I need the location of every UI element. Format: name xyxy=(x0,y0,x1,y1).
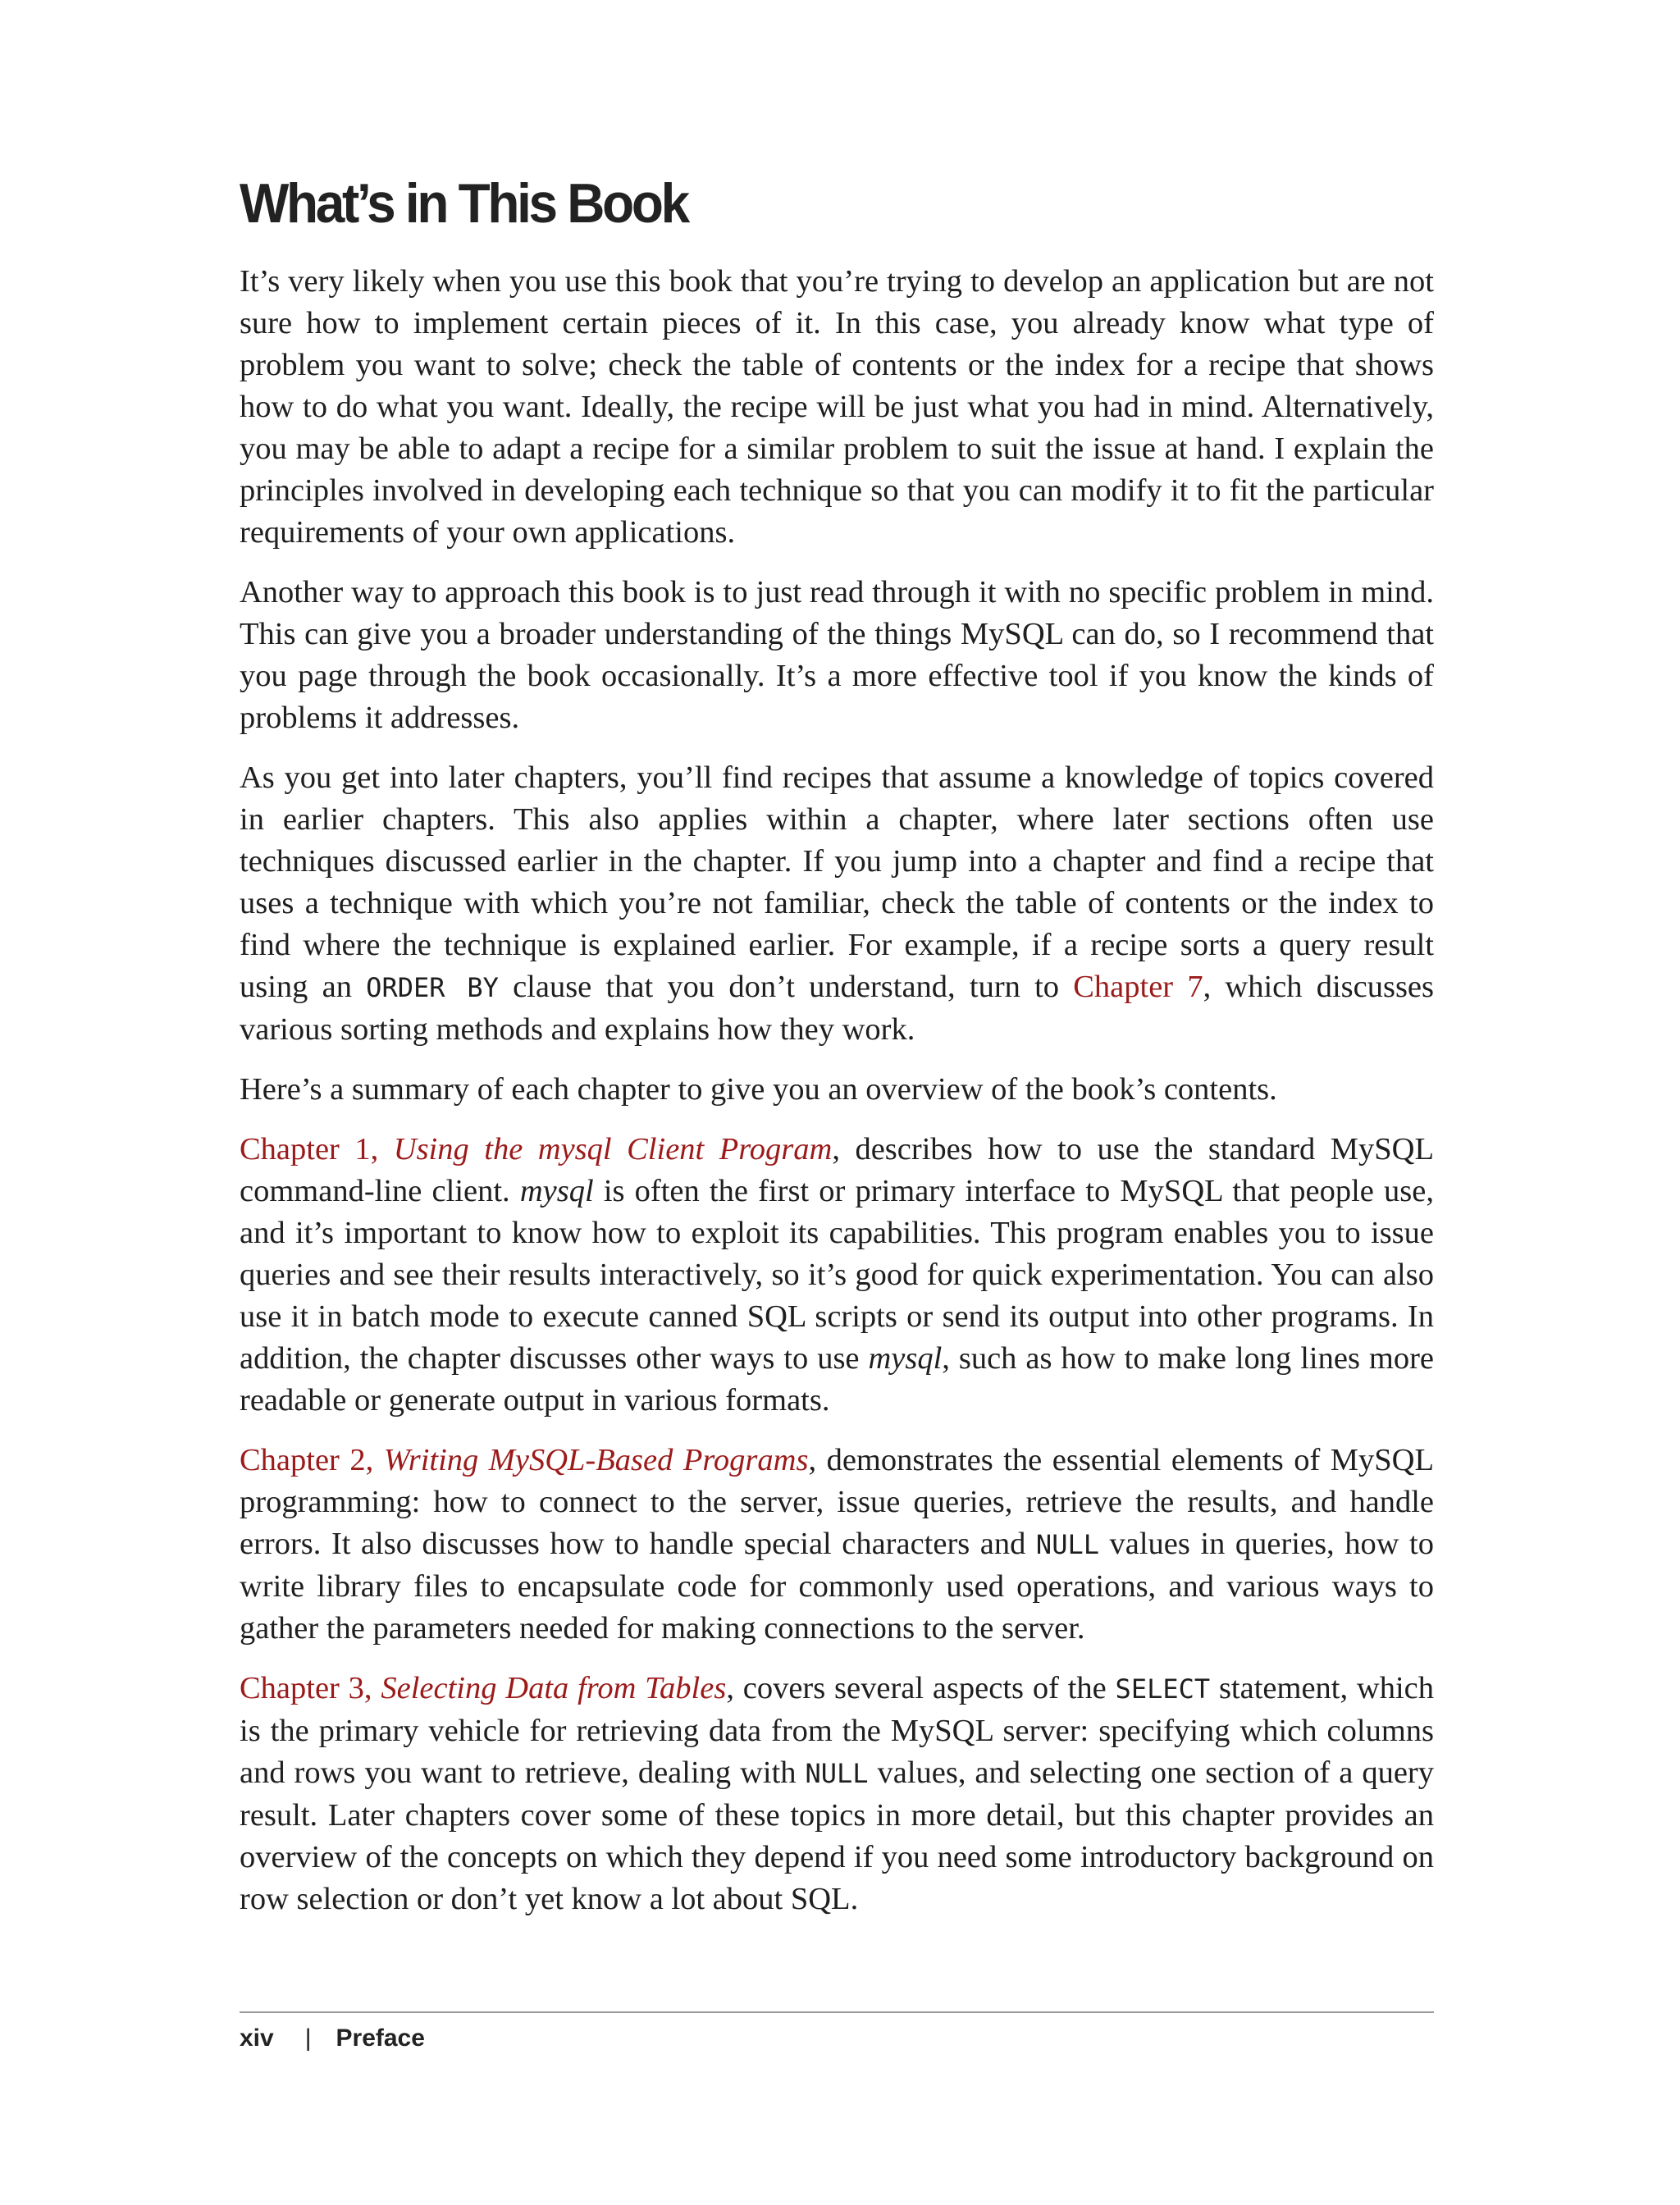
inline-code-select: SELECT xyxy=(1115,1673,1211,1705)
paragraph-intro: It’s very likely when you use this book that you’re trying to develop an application but are not sure how to implement certain pieces of it. In this case, you already know what type of problem you want to solve; check the table of contents or the index for a recipe that shows how to do what you want. Ideally, the recipe will be just what you had in mind. Alternatively, you may be able to adapt a recipe for a similar problem to suit the issue at hand. I explain the principles involved in developing each technique so that you can modify it to fit the particular requirements of your own applications. xyxy=(240,264,1434,550)
chapter-1-link[interactable]: Chapter 1, Using the mysql Client Program xyxy=(240,1132,833,1166)
inline-code-null: NULL xyxy=(805,1758,869,1789)
footer-separator: | xyxy=(304,2025,312,2052)
paragraph-summary-intro: Here’s a summary of each chapter to give you an overview of the book’s contents. xyxy=(240,1072,1277,1107)
page-footer xyxy=(240,2011,1434,2052)
inline-code-null: NULL xyxy=(1035,1529,1099,1560)
chapter-1-summary: Chapter 1, Using the mysql Client Program, describes how to use the standard MySQL command-line client. mysql is often the first or primary interface to MySQL that people use, and it’s important to know how to exploit its capabilities. This program enables you to issue queries and see their results interactively, so it’s good for quick experimentation. You can also use it in batch mode to execute canned SQL scripts or send its output into other programs. In addition, the chapter discusses other ways to use mysql, such as how to make long lines more readable or generate output in various formats. xyxy=(240,1132,1434,1418)
chapter-7-link[interactable]: Chapter 7 xyxy=(1073,970,1203,1004)
chapter-2-summary: Chapter 2, Writing MySQL-Based Programs, demonstrates the essential elements of MySQL programming: how to connect to the server, issue queries, retrieve the results, and handle errors. It also discusses how to handle special characters and NULL values in queries, how to write library files to encapsulate code for commonly used operations, and various ways to gather the parameters needed for making connections to the server. xyxy=(240,1443,1435,1646)
chapter-2-link[interactable]: Chapter 2, Writing MySQL-Based Programs xyxy=(240,1443,809,1477)
page-number: xiv xyxy=(240,2025,274,2052)
paragraph-browse: Another way to approach this book is to just read through it with no specific problem in mind. This can give you a broader understanding of the things MySQL can do, so I recommend that you page through the book occasionally. It’s a more effective tool if you know the kinds of problems it addresses. xyxy=(240,575,1434,735)
chapter-3-summary: Chapter 3, Selecting Data from Tables, covers several aspects of the SELECT statement, which is the primary vehicle for retrieving data from the MySQL server: specifying which columns and rows you want to retrieve, dealing with NULL values, and selecting one section of a query result. Later chapters cover some of these topics in more detail, but this chapter provides an overview of the concepts on which they depend if you need some introductory background on row selection or don’t yet know a lot about SQL. xyxy=(240,1671,1434,1916)
inline-code-order-by: ORDER BY xyxy=(366,972,499,1003)
paragraph-later-chapters: As you get into later chapters, you’ll find recipes that assume a knowledge of topics covered in earlier chapters. This also applies within a chapter, where later sections often use techniques discussed earlier in the chapter. If you jump into a chapter and find a recipe that uses a technique with which you’re not familiar, check the table of contents or the index to find where the technique is explained earlier. For example, if a recipe sorts a query result using an ORDER BY clause that you don’t understand, turn to Chapter 7, which discusses various sorting methods and explains how they work. xyxy=(240,760,1434,1047)
mysql-term: mysql xyxy=(519,1174,594,1208)
section-heading: What’s in This Book xyxy=(240,172,687,235)
chapter-3-link[interactable]: Chapter 3, Selecting Data from Tables xyxy=(240,1671,727,1705)
footer-section-title: Preface xyxy=(336,2025,425,2052)
mysql-term: mysql xyxy=(868,1341,943,1376)
page-content xyxy=(240,164,1434,1938)
